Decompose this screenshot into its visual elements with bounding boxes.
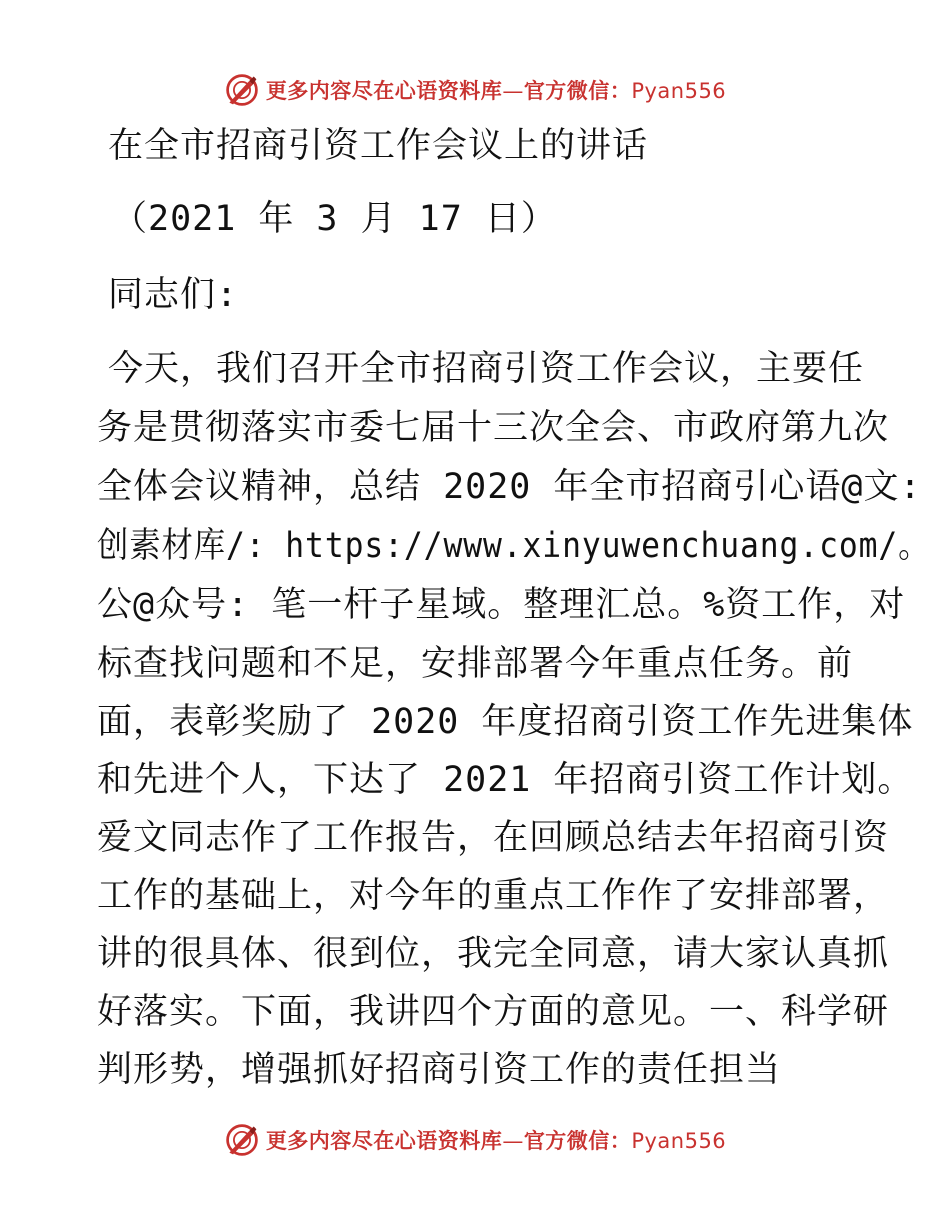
- salutation: 同志们:: [108, 275, 239, 315]
- paragraph-line: 和先进个人，下达了 2021 年招商引资工作计划。: [97, 760, 914, 800]
- watermark-text: 更多内容尽在心语资料库—官方微信：Pyan556: [265, 79, 727, 103]
- paragraph-line: 面，表彰奖励了 2020 年度招商引资工作先进集体: [97, 702, 914, 742]
- watermark-text: 更多内容尽在心语资料库—官方微信：Pyan556: [265, 1129, 727, 1153]
- pen-circle-logo-icon: [224, 72, 260, 108]
- watermark-banner-top: [0, 68, 950, 112]
- paragraph-line: 创素材库/: https://www.xinyuwenchuang.com/。: [97, 526, 931, 566]
- paragraph-line: 判形势，增强抓好招商引资工作的责任担当: [97, 1050, 782, 1090]
- paragraph-line: 好落实。下面，我讲四个方面的意见。一、科学研: [97, 992, 890, 1032]
- pen-circle-logo-icon: [224, 1122, 260, 1158]
- paragraph-line: 标查找问题和不足，安排部署今年重点任务。前: [97, 644, 854, 684]
- paragraph-line: 全体会议精神，总结 2020 年全市招商引心语@文:: [97, 467, 922, 507]
- paragraph-line: 爱文同志作了工作报告，在回顾总结去年招商引资: [97, 818, 890, 858]
- paragraph-line: 公@众号: 笔一杆子星域。整理汇总。%资工作，对: [97, 585, 906, 625]
- paragraph-line: 今天，我们召开全市招商引资工作会议，主要任: [108, 349, 865, 389]
- paragraph-line: 工作的基础上，对今年的重点工作作了安排部署，: [97, 876, 890, 916]
- document-title: 在全市招商引资工作会议上的讲话: [108, 126, 649, 166]
- paragraph-line: 务是贯彻落实市委七届十三次全会、市政府第九次: [97, 408, 890, 448]
- document-date: （2021 年 3 月 17 日）: [112, 199, 557, 239]
- watermark-banner-bottom: [0, 1118, 950, 1162]
- paragraph-line: 讲的很具体、很到位，我完全同意，请大家认真抓: [97, 934, 890, 974]
